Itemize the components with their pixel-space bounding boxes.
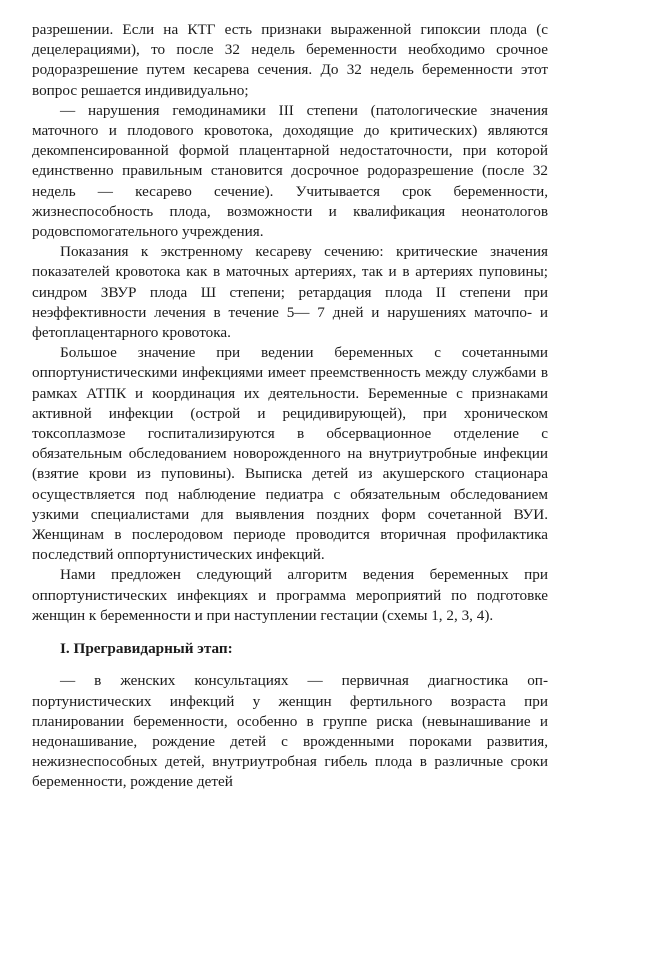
paragraph-cesarean-indications: Показания к экстренному кесареву сечению: критические значения показателей кровотока как в маточных артериях, так и в артериях пуповины; синдром ЗВУР плода Ш степени; ретардация плода II степени при неэффективности лечения в течение 5— 7 дней и нарушениях маточпо- и фетоплацентарного кровотока. [32, 243, 548, 342]
paragraph-hemodynamics: — нарушения гемодинамики III степени (патологические значения маточного и плодового кровотока, доходящие до критических) являются декомпенсированной формой плацентарной недостаточности, при которой единственно правильным становится досрочное родоразрешение (после 32 недель — кесарево сечение). Учитывается срок беременности, жизнеспособность плода, возможности и квалификация неонатологов родовспомогательного учреждения. [32, 101, 548, 241]
paragraph-continuity-of-care: Большое значение при ведении беременных с сочетанными оппортунистическими инфекциями имеет преемственность между службами в рамках АТПК и координация их деятельности. Беременные с признаками активной инфекции (острой и рецидивирующей), при хроническом токсоплазмозе госпитализируются в обсервационное отделение с обязательным обследованием новорожденного на внутриутробные инфекции (взятие крови из пуповины). Выписка детей из акушерского стационара осуществляется под наблюдение педиатра с обязательным обследованием узкими специалистами для выявления поздних форм сочетанной ВУИ. Женщинам в послеродовом периоде проводится вторичная профилактика последствий оппортунистических инфекций. [32, 344, 548, 564]
document-page [32, 20, 548, 793]
paragraph-pregravid-stage: — в женских консультациях — первичная диагностика оппортунистических инфекций у женщин фертильного возраста при планировании беременности, особенно в группе риска (невынашивание и недонашивание, рождение детей с врожденными пороками развития, нежизнеспособных детей, внутриутробная гибель плода в различные сроки беременности, рождение детей [32, 672, 548, 791]
paragraph-continuation: разрешении. Если на КТГ есть признаки выраженной гипоксии плода (с децелерациями), то после 32 недель беременности необходимо срочное родоразрешение путем кесарева сечения. До 32 недель беременности этот вопрос решается индивидуально; [32, 21, 548, 99]
paragraph-algorithm: Нами предложен следующий алгоритм ведения беременных при оппортунистических инфекциях и программа мероприятий по подготовке женщин к беременности и при наступлении гестации (схемы 1, 2, 3, 4). [32, 566, 548, 624]
section-heading: I. Прегравидарный этап: [60, 640, 233, 658]
